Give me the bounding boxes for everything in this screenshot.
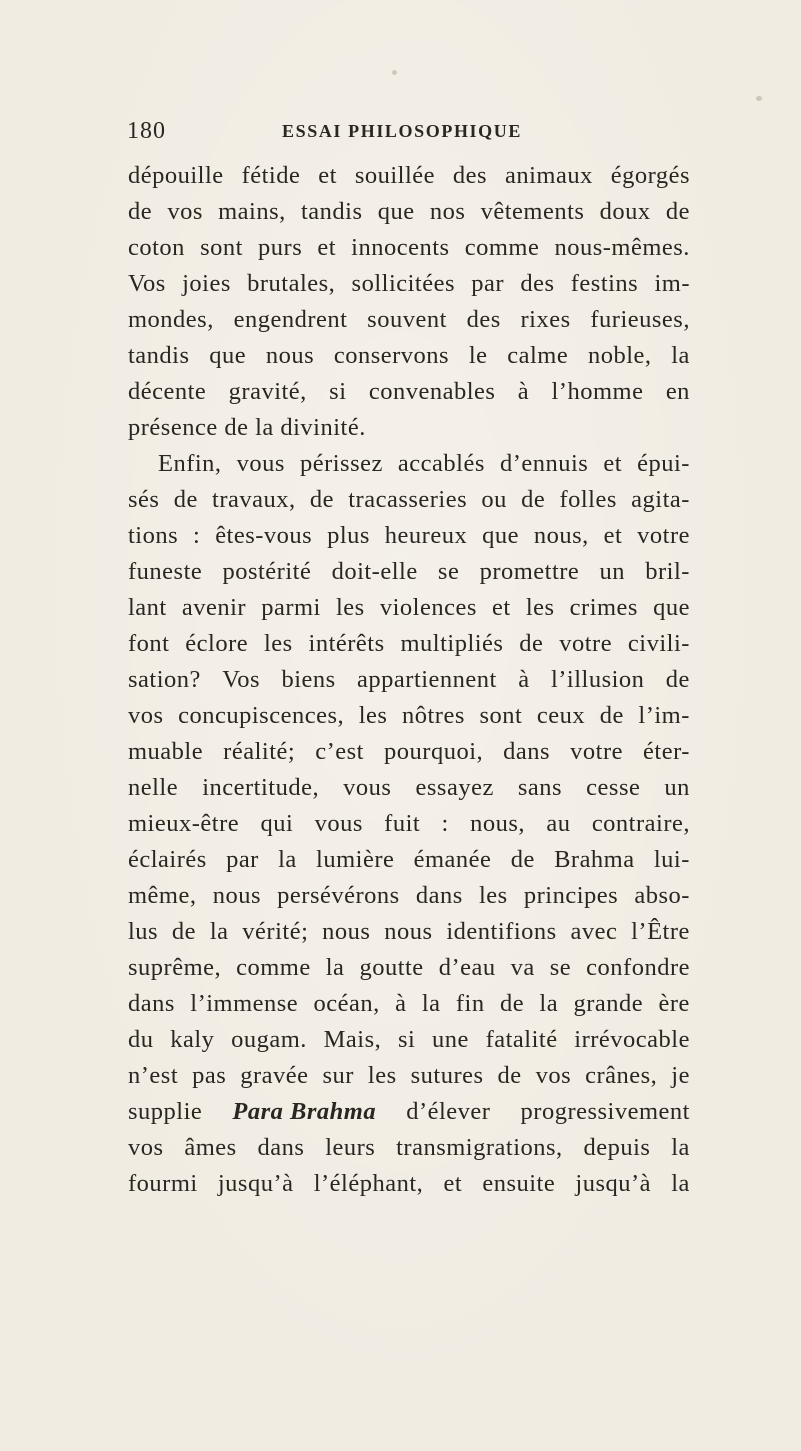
text-line: du kaly ougam. Mais, si une fatalité irrévocable [128, 1026, 690, 1053]
text-line: vos âmes dans leurs transmigrations, depuis la [128, 1134, 690, 1161]
text-line: lant avenir parmi les violences et les crimes que [128, 594, 690, 621]
text-line: sation? Vos biens appartiennent à l’illusion de [128, 666, 690, 693]
text-line: suprême, comme la goutte d’eau va se confondre [128, 954, 690, 981]
text-line: dépouille fétide et souillée des animaux égorgés [128, 162, 690, 189]
text-line: funeste postérité doit-elle se promettre un bril- [128, 558, 690, 585]
body-text [128, 158, 690, 1202]
page-number: 180 [127, 118, 166, 144]
text-line: vos concupiscences, les nôtres sont ceux de l’im- [128, 702, 690, 729]
text-line: décente gravité, si convenables à l’homme en [128, 378, 690, 405]
text-line: Vos joies brutales, sollicitées par des festins im- [128, 270, 690, 297]
text-line: tandis que nous conservons le calme noble, la [128, 342, 690, 369]
text-line: même, nous persévérons dans les principes abso- [128, 882, 690, 909]
text-line: éclairés par la lumière émanée de Brahma lui- [128, 846, 690, 873]
text-line: fourmi jusqu’à l’éléphant, et ensuite jusqu’à la [128, 1170, 690, 1197]
text-line: coton sont purs et innocents comme nous-mêmes. [128, 234, 690, 261]
running-head [127, 118, 687, 148]
running-title: ESSAI PHILOSOPHIQUE [282, 121, 522, 141]
text-line: mieux-être qui vous fuit : nous, au contraire, [128, 810, 690, 837]
text-line: mondes, engendrent souvent des rixes furieuses, [128, 306, 690, 333]
text-line: supplie Para Brahma d’élever progressivement [128, 1098, 690, 1125]
text-line: nelle incertitude, vous essayez sans cesse un [128, 774, 690, 801]
text-line: Enfin, vous périssez accablés d’ennuis et épui- [158, 450, 690, 477]
text-line: muable réalité; c’est pourquoi, dans votre éter- [128, 738, 690, 765]
text-line: dans l’immense océan, à la fin de la grande ère [128, 990, 690, 1017]
paper-stain [392, 70, 397, 75]
text-line: tions : êtes-vous plus heureux que nous, et votre [128, 522, 690, 549]
text-line: de vos mains, tandis que nos vêtements doux de [128, 198, 690, 225]
text-line: font éclore les intérêts multipliés de votre civili- [128, 630, 690, 657]
text-line: sés de travaux, de tracasseries ou de folles agita- [128, 486, 690, 513]
text-line: présence de la divinité. [128, 414, 366, 441]
text-line: n’est pas gravée sur les sutures de vos crânes, je [128, 1062, 690, 1089]
text-line: lus de la vérité; nous nous identifions avec l’Être [128, 918, 690, 945]
paper-stain [756, 96, 762, 101]
